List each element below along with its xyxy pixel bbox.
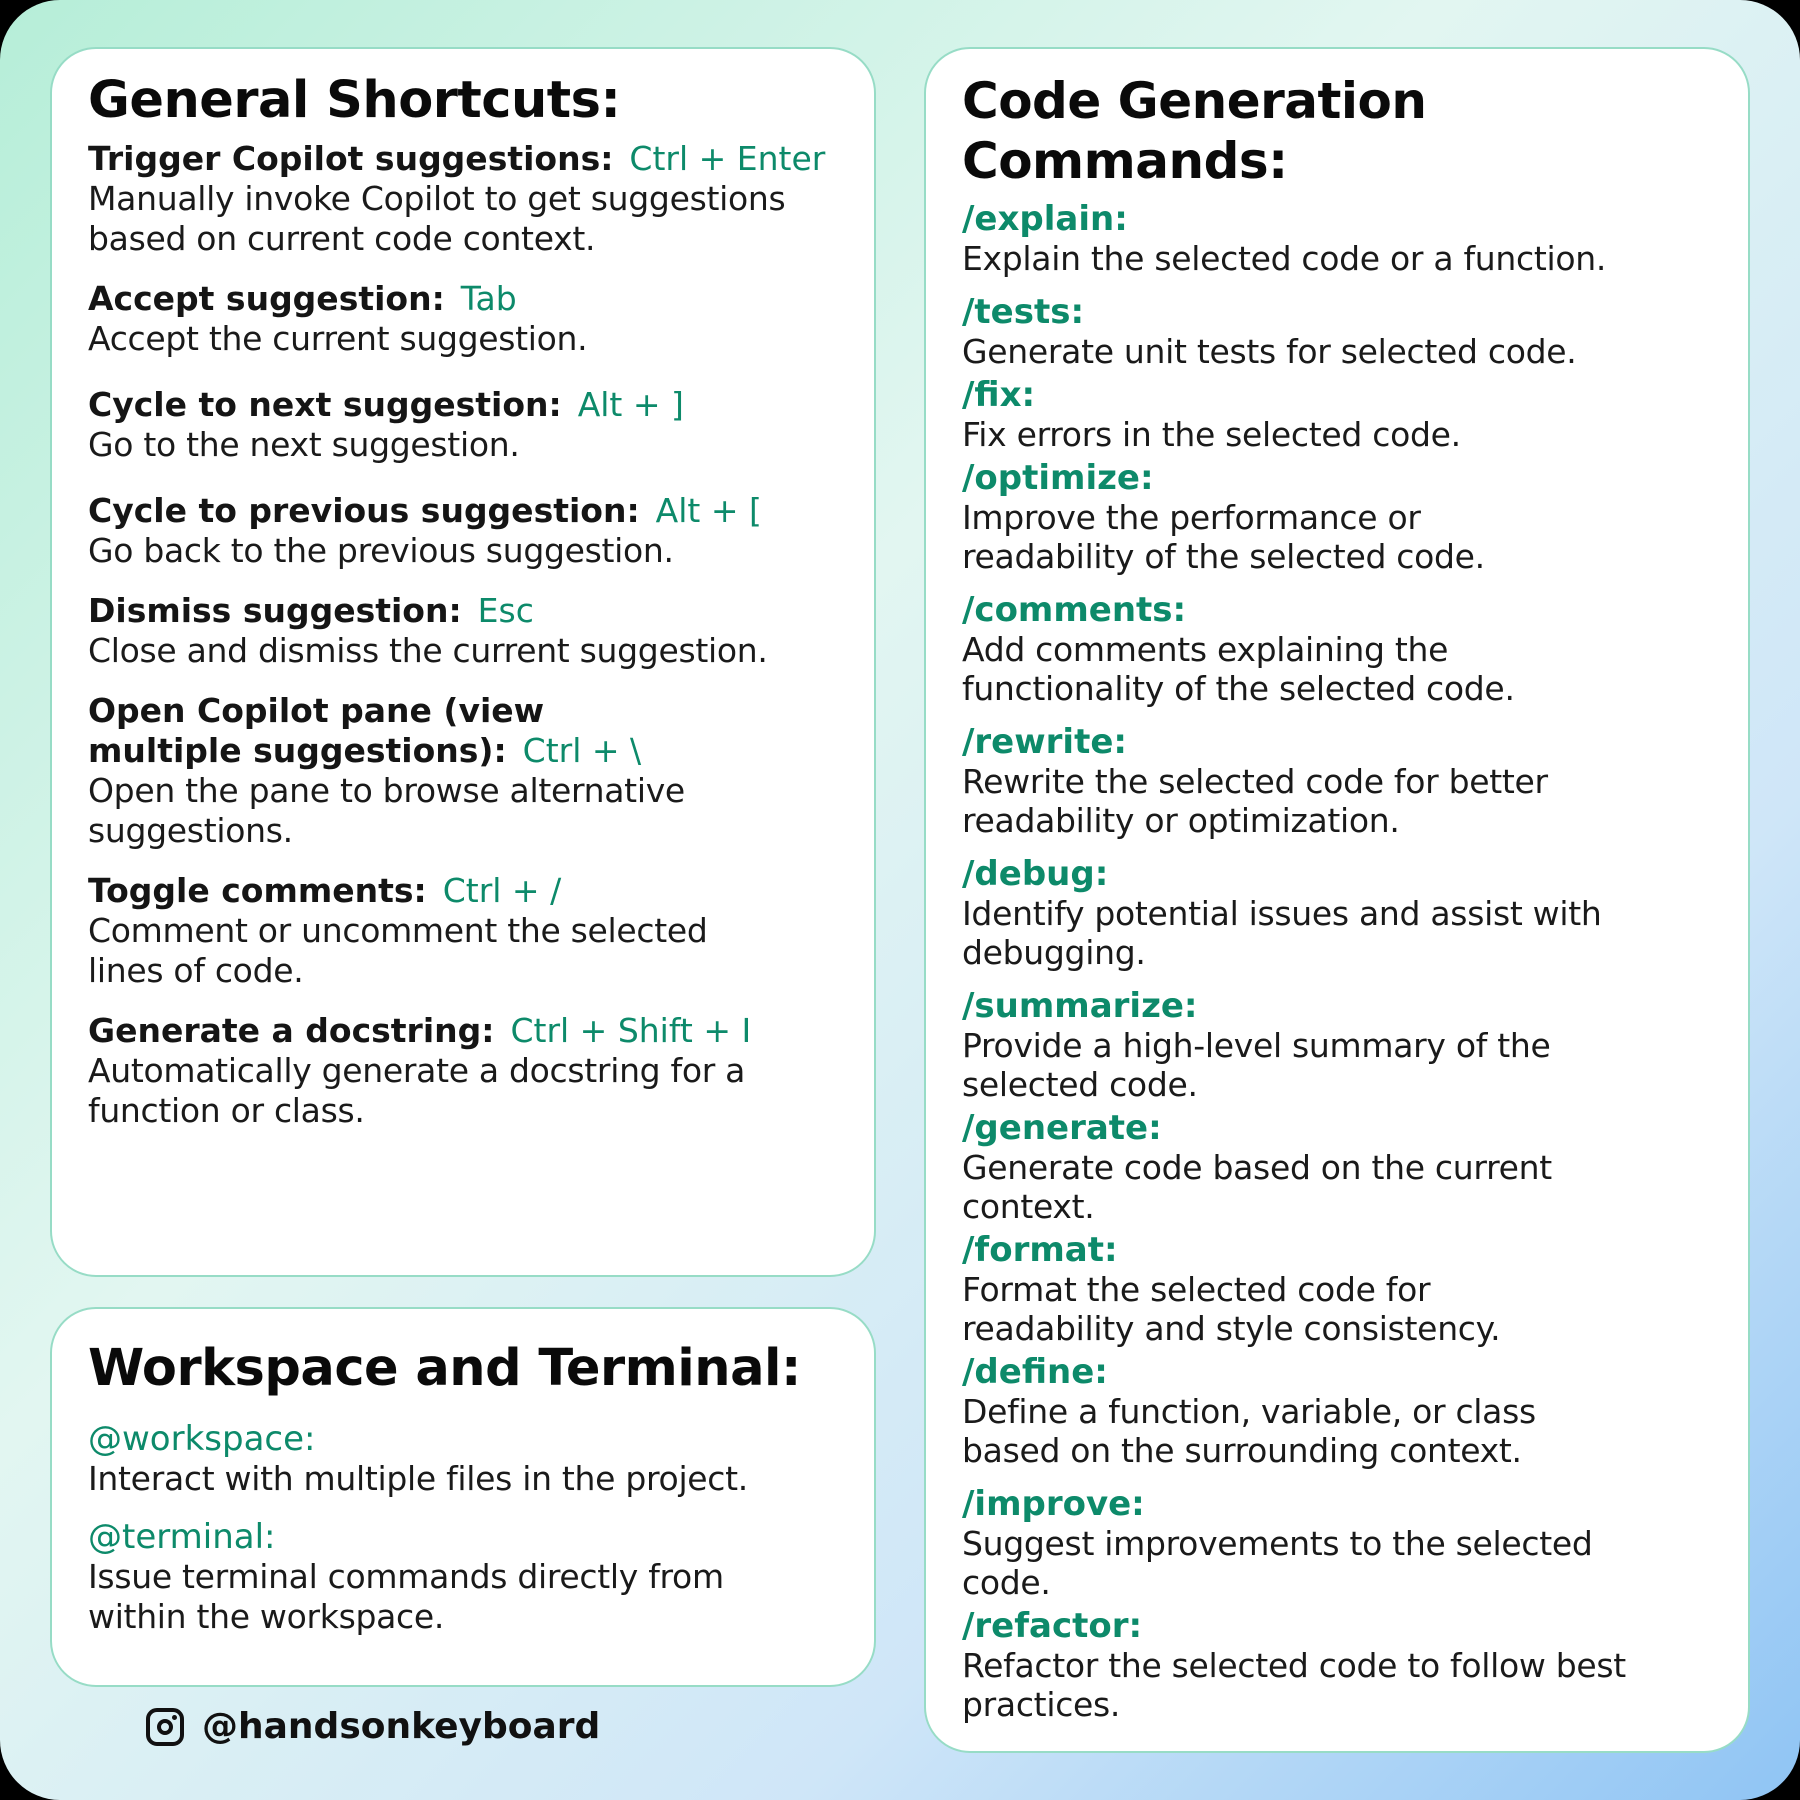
shortcut-keys: Ctrl + / [442,871,562,910]
shortcut-description: Accept the current suggestion. [88,319,588,358]
social-handle: @handsonkeyboard [202,1706,601,1747]
command-description: Fix errors in the selected code. [962,415,1461,454]
command-item [962,375,1728,454]
command-description: Provide a high-level summary of the selected code. [962,1026,1551,1104]
shortcut-title: Toggle comments: [88,871,427,910]
workspace-item [88,1517,854,1637]
command-name: /debug: [962,854,1109,894]
command-name: /explain: [962,199,1128,239]
shortcut-keys: Esc [477,591,534,630]
shortcut-keys: Alt + ] [577,385,684,424]
command-name: @workspace: [88,1419,316,1459]
shortcut-title: Cycle to next suggestion: [88,385,562,424]
command-item [962,1606,1728,1724]
shortcut-title: Open Copilot pane (view multiple suggestions): [88,691,545,770]
shortcut-keys: Ctrl + Shift + I [510,1011,752,1050]
instagram-icon [146,1708,184,1746]
command-item [962,1352,1728,1470]
command-name: /comments: [962,590,1187,630]
general-shortcuts-title: General Shortcuts: [88,71,621,130]
command-item [962,590,1728,708]
command-description: Generate code based on the current context. [962,1148,1552,1226]
command-name: /improve: [962,1484,1145,1524]
shortcut-item [88,1011,854,1131]
command-item [962,292,1728,371]
command-item [962,1230,1728,1348]
shortcut-item [88,279,854,359]
shortcut-description: Open the pane to browse alternative suggestions. [88,771,685,850]
command-item [962,722,1728,840]
command-description: Explain the selected code or a function. [962,239,1607,278]
footer-handle [146,1706,600,1747]
shortcut-title: Trigger Copilot suggestions: [88,139,614,178]
shortcut-description: Comment or uncomment the selected lines of code. [88,911,708,990]
command-description: Define a function, variable, or class based on the surrounding context. [962,1392,1536,1470]
command-name: /tests: [962,292,1085,332]
shortcut-title: Cycle to previous suggestion: [88,491,640,530]
command-item [962,986,1728,1104]
command-name: /define: [962,1352,1108,1392]
command-name: /rewrite: [962,722,1127,762]
command-name: /optimize: [962,458,1154,498]
shortcut-keys: Ctrl + \ [522,731,642,770]
workspace-terminal-card [50,1307,876,1687]
command-item [962,199,1728,278]
command-description: Suggest improvements to the selected code. [962,1524,1593,1602]
command-description: Add comments explaining the functionality of the selected code. [962,630,1515,708]
code-generation-card [924,47,1750,1753]
shortcut-title: Accept suggestion: [88,279,445,318]
shortcut-item [88,691,854,851]
command-description: Rewrite the selected code for better readability or optimization. [962,762,1548,840]
command-name: /refactor: [962,1606,1143,1646]
shortcut-item [88,385,854,465]
code-generation-title: Code Generation Commands: [962,72,1427,190]
shortcut-keys: Alt + [ [655,491,762,530]
command-description: Refactor the selected code to follow best practices. [962,1646,1626,1724]
shortcut-description: Go back to the previous suggestion. [88,531,674,570]
shortcut-item [88,139,854,259]
shortcut-description: Automatically generate a docstring for a function or class. [88,1051,746,1130]
shortcut-description: Manually invoke Copilot to get suggestions based on current code context. [88,179,786,258]
code-command-list [962,199,1728,1724]
shortcut-item [88,591,854,671]
shortcut-keys: Ctrl + Enter [629,139,826,178]
command-name: /generate: [962,1108,1162,1148]
command-description: Interact with multiple files in the project. [88,1459,748,1498]
command-description: Format the selected code for readability and style consistency. [962,1270,1501,1348]
general-shortcuts-list [88,139,854,1131]
command-description: Generate unit tests for selected code. [962,332,1577,371]
command-name: @terminal: [88,1517,276,1557]
command-item [962,1484,1728,1602]
command-description: Improve the performance or readability of the selected code. [962,498,1485,576]
shortcut-title: Generate a docstring: [88,1011,495,1050]
workspace-item [88,1419,854,1499]
shortcut-item [88,491,854,571]
command-item [962,1108,1728,1226]
command-name: /fix: [962,375,1036,415]
command-item [962,458,1728,576]
command-item [962,854,1728,972]
shortcut-item [88,871,854,991]
command-name: /format: [962,1230,1118,1270]
command-name: /summarize: [962,986,1198,1026]
command-description: Identify potential issues and assist with debugging. [962,894,1602,972]
shortcut-description: Close and dismiss the current suggestion. [88,631,768,670]
shortcut-keys: Tab [460,279,517,318]
shortcut-title: Dismiss suggestion: [88,591,462,630]
shortcut-description: Go to the next suggestion. [88,425,520,464]
general-shortcuts-card [50,47,876,1277]
workspace-terminal-title: Workspace and Terminal: [88,1339,801,1398]
command-description: Issue terminal commands directly from within the workspace. [88,1557,724,1636]
